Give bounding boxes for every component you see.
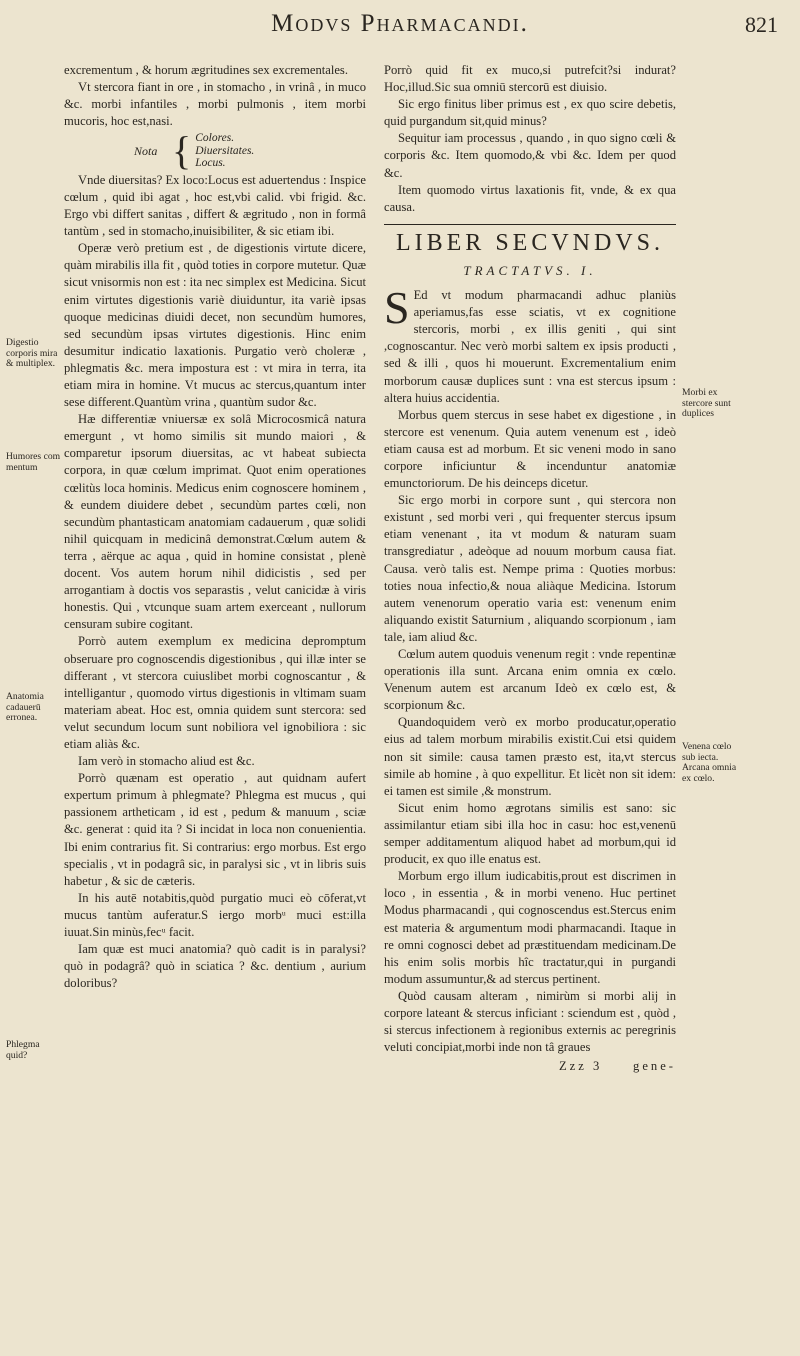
paragraph: Item quomodo virtus laxationis fit, vnde, & ex qua causa. <box>384 182 676 214</box>
paragraph <box>384 282 676 407</box>
nota-item: Diuersitates. <box>195 144 255 157</box>
paragraph: Porrò quid fit ex muco,si putrefcit?si indurat? Hoc,illud.Sic sua omniū stercorū est diuisio. <box>384 63 676 95</box>
margin-note-humores: Humores com mentum <box>6 451 61 473</box>
signature-line <box>384 1058 676 1075</box>
paragraph: Hæ differentiæ vniuersæ ex solâ Microcosmicâ natura emergunt , vt homo similis sit mundo maiori , & comparetur ipsorum diuersitas, ac vt habeat subiecta corpora, in quæ cœlum imprimat. Quot enim operationes cœlitùs loca hominis. Medicus enim cognoscere hominem , & eundem diuidere debet , secundùm partes cœli, non secundùm phantasticam anatomiam cadauerum , quæ solidi nihil quicquam in medicinâ demonstrat.Cœlum autem & terra , aërque ac aqua , quid in homine consistat , plenè docent. Vos autem horum nihil didicistis , sed per arrogantiam à doctis vos separastis , velut canicidæ à viris honestis. Qui , vtcunque suam artem exerceant , nullorum censuram subire cogitant. <box>64 412 366 632</box>
drop-cap: S <box>384 282 410 334</box>
margin-note-morbi: Morbi ex stercore sunt duplices <box>682 387 731 420</box>
paragraph: Morbum ergo illum iudicabitis,prout est discrimen in loco , in essentia , & in morbi veneno. Huc pertinet Modus pharmacandi , qui cognoscendus est.Stercus enim est materia & argumentum modi pharmacandi. Itaque in re omni cognosci debet ad præstituendam medicinam.De his enim solis morbis hîc tractatur,qui in purgandi modum assumuntur,& ad stercus pertinent. <box>384 869 676 986</box>
page-number: 821 <box>745 12 778 37</box>
section-rule <box>384 224 676 225</box>
book-heading: LIBER SECVNDVS. <box>395 229 665 256</box>
nota-item: Colores. <box>195 132 235 145</box>
nota-items <box>195 132 254 170</box>
left-column <box>64 62 366 1262</box>
signature-mark: Zzz 3 <box>558 1059 603 1074</box>
paragraph: Morbus quem stercus in sese habet ex digestione , in stercore est venenum. Quia autem venenum est , ideò etiam causa est ad morbum. Et sic veneni modo in sano corpore inficiuntur & incenduntur anatomiæ emunctoriorum. De his deinceps dicetur. <box>384 407 676 491</box>
running-header <box>0 10 800 44</box>
paragraph: Sic ergo finitus liber primus est , ex quo scire debetis, quid purgandum sit,quid minus? <box>384 97 676 129</box>
paragraph: Iam verò in stomacho aliud est &c. <box>78 754 255 769</box>
paragraph: Sequitur iam processus , quando , in quo signo cœli & corporis &c. Item quomodo,& vbi &c. Idem per quod &c. <box>384 131 676 180</box>
paragraph: Vnde diuersitas? Ex loco:Locus est aduertendus : Inspice cœlum , quid ibi agat , hoc est,vbi calid. vbi frigid. &c. Ergo vbi differt sanitas , differt & ægritudo , non in formâ tantùm , sed in stomacho,inuisibiliter, & sic etiam ibi. <box>64 172 366 239</box>
margin-note-phlegma: Phlegma quid? <box>6 1039 40 1061</box>
nota-label: Nota <box>134 143 158 158</box>
paragraph: Quòd causam alteram , nimirùm si morbi alij in corpore lateant & stercus inficiant : sciendum est , quòd , si stercus infectionem à regionibus externis ac peregrinis veluti concipiat,morbi inde non tâ graues <box>384 988 676 1055</box>
paragraph: In his autē notabitis,quòd purgatio muci eò cōferat,vt mucus tantùm auferatur.S iergo morbᵘ muci est:illa iuuat.Sin minùs,fecᵘ facit. <box>64 890 366 939</box>
paragraph: Sic ergo morbi in corpore sunt , qui stercora non existunt , sed morbi veri , qui frequenter stercus ipsum etiam venenant , ita vt modum & naturam suam transgrediatur , adeòque ad nouum morbum causa fiat. Causa. verò talis est. Nempe prima : Quoties morbus: toties noua infectio,& noua aliàque Medicina. Istorum autem venenorum operatio varia est: venenum enim aliquando existit Saturnium , aliquando scorpionum , iam tale, iam aliud &c. <box>384 493 676 644</box>
paragraph: Quandoquidem verò ex morbo producatur,operatio eius ad talem morbum mirabilis existit.Cui etsi quidem non sit simile: causa tamen præsto est, ita,vt stercus simile ab homine , à quo expellitur. Et licèt non sit idem: ei tamen est simile ,& monstrum. <box>384 715 676 798</box>
margin-note-venena: Venena cœlo sub iecta. Arcana omnia ex cœlo. <box>682 741 737 784</box>
nota-brace-list <box>134 128 366 174</box>
paragraph: Porrò quænam est operatio , aut quidnam aufert expertum primum à phlegmate? Phlegma est mucus , qui passionem artheticam , id est , pedum & manuum , sciæ &c. generat : quid ita ? Si incidat in loca non conuenientia. Ibi enim contrarius fit. Si contrarius: ergo morbus. Est ergo specialis , vt in podagrâ sic, in paralysi sic , vt in libris suis habetur , & sic de cæteris. <box>64 771 366 888</box>
paragraph: Vt stercora fiant in ore , in stomacho , in vrinâ , in muco &c. morbi infantiles , morbi pulmonis , item morbi mucoris, hoc est,nasi. <box>64 80 366 129</box>
paragraph: Sicut enim homo ægrotans similis est sano: sic assimilantur etiam sibi illa hoc in casu: hoc est,venenū semper additamentum aliquod habet ad morbum,qui id producit, ex quo ille enatus est. <box>384 800 676 867</box>
paragraph: excrementum , & horum ægritudines sex excrementales. <box>64 63 348 77</box>
running-title: Modvs Pharmacandi. <box>271 10 529 37</box>
nota-item: Locus. <box>195 157 226 170</box>
right-column <box>384 62 676 1342</box>
paragraph: Iam quæ est muci anatomia? quò cadit is in paralysi? quò in podagrâ? quò in sciatica ? &c. dentium , aurium doloribus? <box>64 942 366 991</box>
margin-note-anatomia: Anatomia cadauerū erronea. <box>6 691 44 724</box>
catchword: gene- <box>633 1059 676 1074</box>
paragraph-text: Ed vt modum pharmacandi adhuc planiùs aperiamus,fas esse sciatis, vt ex cognitione stercoris, morbi , ex illis geniti , qui sint ,cognoscantur. Nec verò morbi saltem ex ipsis producti , sed & illi , quos hi mouerunt. Excrementalium enim morborum causæ duplices sunt : vna est stercus ipsum : altera huius accidentia. <box>384 288 676 405</box>
tractatus-heading: TRACTATVS. I. <box>463 262 597 278</box>
margin-note-digestio: Digestio corporis mira & multiplex. <box>6 337 58 370</box>
brace-glyph: { <box>172 128 192 174</box>
paragraph: Porrò autem exemplum ex medicina depromptum obseruare pro cognoscendis digestionibus , qui illæ inter se differant , vt stercora cuiuslibet morbi cognoscantur , & intelligantur , quomodo virtus digestionis in vltimam suam materiam abeat. Hoc est, omnia quidem sunt stercora: sed velut secundum locum sunt nobiliora vel ignobiliora : sic etiam aliàs &c. <box>64 634 366 751</box>
paragraph: Cœlum autem quoduis venenum regit : vnde repentinæ operationis illa sunt. Arcana enim omnia ex cœlo. Venenum autem est arcanum Ideò ex cœlo est, & scorpionum &c. <box>384 647 676 713</box>
paragraph: Operæ verò pretium est , de digestionis virtute dicere, quàm mirabilis illa fit , quòd toties in corpore mutetur. Quæ sicut vnisormis non est : ita nec simplex est Medicina. Sicut enim virtutes digestionis variè diuiduntur, ita variè ipsas quoque medicinas diuidi decet, non secundùm humores, sed secundùm ipsas virtutes digestionis. Hinc enim desumitur indicatio laxationis. Purgatio verò choleræ , phlegmatis &c. mera impostura est : vt mira in terra, ita etiam mira in homine. Vt mucus ac stercus,quantum inter sese different.Quantùm vrina , quantùm sudor &c. <box>64 241 366 410</box>
